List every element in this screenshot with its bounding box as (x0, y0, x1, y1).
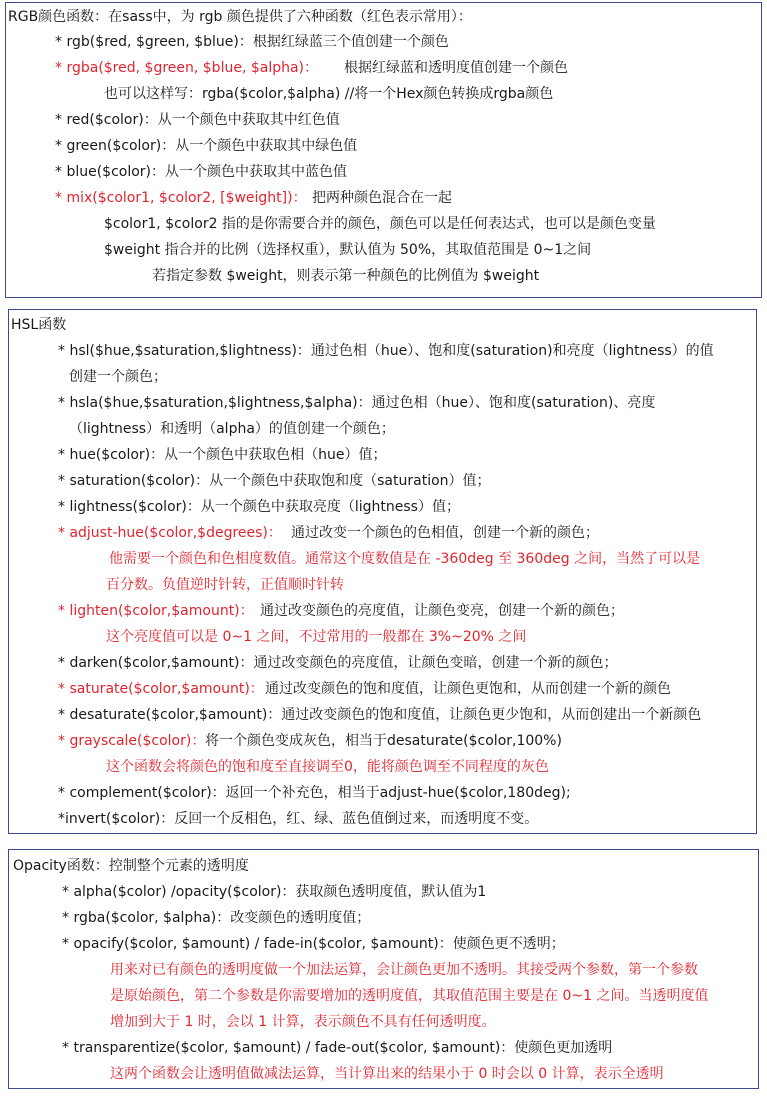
complement-line: * complement($color)：返回一个补充色，相当于adjust-hue($color,180deg); (58, 785, 571, 801)
invert-line: *invert($color)：反回一个反相色，红、绿、蓝色值倒过来，而透明度不变。 (58, 811, 539, 827)
grayscale-highlight: * grayscale($color)： (58, 733, 206, 749)
opacify-note-3: 增加到大于 1 时，会以 1 计算，表示颜色不具有任何透明度。 (110, 1014, 496, 1030)
rgba-highlight: * rgba($red, $green, $blue, $alpha)： (55, 60, 319, 76)
adjust-hue-note-cont: 百分数。负值逆时针转，正值顺时针转 (106, 577, 344, 593)
opacify-note-1: 用来对已有颜色的透明度做一个加法运算，会让颜色更加不透明。其接受两个参数，第一个参数 (110, 962, 698, 978)
opacify-note-2: 是原始颜色，第二个参数是你需要增加的透明度值，其取值范围主要是在 0~1 之间。当透明度值 (110, 988, 709, 1004)
desaturate-line: * desaturate($color,$amount)：通过改变颜色的饱和度值，让颜色更少饱和，从而创建出一个新颜色 (58, 707, 702, 723)
lightness-line: * lightness($color)：从一个颜色中获取亮度（lightness）值； (58, 499, 460, 515)
mix-colors-note: $color1, $color2 指的是你需要合并的颜色，颜色可以是任何表达式，也可以是颜色变量 (104, 216, 656, 232)
hsla-line: * hsla($hue,$saturation,$lightness,$alpha)：通过色相（hue）、饱和度(saturation)、亮度 (58, 395, 656, 411)
mix-weight-detail: 若指定参数 $weight，则表示第一种颜色的比例值为 $weight (152, 268, 540, 284)
mix-description: 把两种颜色混合在一起 (312, 190, 452, 206)
grayscale-note: 这个函数会将颜色的饱和度至直接调至0，能将颜色调至不同程度的灰色 (106, 759, 549, 775)
transparentize-fade-out-line: * transparentize($color, $amount) / fade-out($color, $amount)：使颜色更加透明 (62, 1040, 613, 1056)
hsla-line-cont: （lightness）和透明（alpha）的值创建一个颜色； (69, 421, 395, 437)
adjust-hue-highlight: * adjust-hue($color,$degrees)： (58, 525, 282, 541)
green-line: * green($color)：从一个颜色中获取其中绿色值 (55, 138, 358, 154)
rgba-alt-syntax: 也可以这样写：rgba($color,$alpha) //将一个Hex颜色转换成rgba颜色 (104, 86, 554, 102)
saturation-line: * saturation($color)：从一个颜色中获取饱和度（saturation）值； (58, 473, 491, 489)
hue-line: * hue($color)：从一个颜色中获取色相（hue）值； (58, 447, 387, 463)
hsl-section-title: HSL函数 (11, 317, 67, 333)
lighten-description: 通过改变颜色的亮度值，让颜色变亮，创建一个新的颜色； (260, 603, 624, 619)
lighten-note: 这个亮度值可以是 0~1 之间，不过常用的一般都在 3%~20% 之间 (106, 629, 527, 645)
saturate-description: 通过改变颜色的饱和度值，让颜色更饱和，从而创建一个新的颜色 (265, 681, 671, 697)
opacify-fade-in-line: * opacify($color, $amount) / fade-in($color, $amount)：使颜色更不透明； (62, 936, 565, 952)
rgb-line: * rgb($red, $green, $blue)：根据红绿蓝三个值创建一个颜色 (55, 34, 449, 50)
rgb-section-title: RGB颜色函数：在sass中，为 rgb 颜色提供了六种函数（红色表示常用）： (8, 9, 472, 25)
saturate-highlight: * saturate($color,$amount)： (58, 681, 264, 697)
hsl-line-cont: 创建一个颜色； (69, 369, 167, 385)
mix-weight-note: $weight 指合并的比例（选择权重），默认值为 50%，其取值范围是 0~1之间 (104, 242, 592, 258)
rgba-alpha-line: * rgba($color, $alpha)：改变颜色的透明度值； (62, 910, 371, 926)
hsl-functions-box (8, 309, 757, 834)
grayscale-description: 将一个颜色变成灰色，相当于desaturate($color,100%) (205, 733, 562, 749)
opacity-functions-box (8, 849, 759, 1089)
mix-highlight: * mix($color1, $color2, [$weight])： (55, 190, 307, 206)
rgb-functions-box (5, 2, 762, 298)
red-line: * red($color)：从一个颜色中获取其中红色值 (55, 112, 340, 128)
hsl-line: * hsl($hue,$saturation,$lightness)：通过色相（hue）、饱和度(saturation)和亮度（lightness）的值 (58, 343, 714, 359)
rgba-description: 根据红绿蓝和透明度值创建一个颜色 (344, 60, 568, 76)
transparentize-note: 这两个函数会让透明值做减法运算，当计算出来的结果小于 0 时会以 0 计算，表示全透明 (110, 1066, 664, 1082)
lighten-highlight: * lighten($color,$amount)： (58, 603, 254, 619)
blue-line: * blue($color)：从一个颜色中获取其中蓝色值 (55, 164, 348, 180)
adjust-hue-note: 他需要一个颜色和色相度数值。通常这个度数值是在 -360deg 至 360deg 之间，当然了可以是 (109, 551, 701, 567)
adjust-hue-description: 通过改变一个颜色的色相值，创建一个新的颜色； (291, 525, 599, 541)
alpha-opacity-line: * alpha($color) /opacity($color)：获取颜色透明度值，默认值为1 (62, 884, 487, 900)
darken-line: * darken($color,$amount)：通过改变颜色的亮度值，让颜色变暗，创建一个新的颜色； (58, 655, 618, 671)
opacity-section-title: Opacity函数：控制整个元素的透明度 (13, 858, 249, 874)
